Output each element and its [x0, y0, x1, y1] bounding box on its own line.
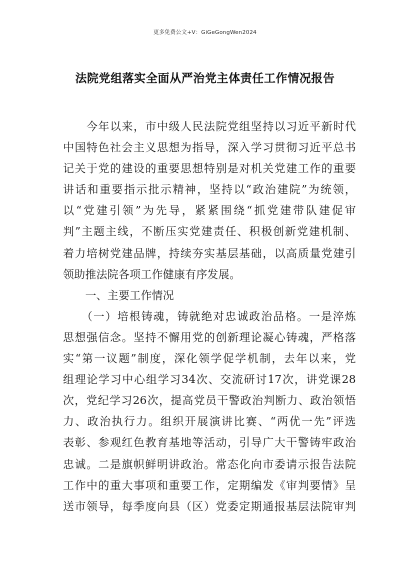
text-line: 以“党建引领”为先导，紧紧围绕“抓党建带队建促审	[63, 204, 356, 218]
text-line: 领助推法院各项工作健康有序发展。	[63, 267, 241, 281]
text-line: 中国特色社会主义思想为指导，深入学习贯彻习近平总书	[63, 141, 356, 155]
text-line: 力、政治执行力。组织开展演讲比赛、“两优一先”评选	[63, 415, 356, 429]
text-line: 讲话和重要指示批示精神，坚持以“政治建院”为统领，	[63, 183, 356, 197]
text-line: 思想强信念。坚持不懈用党的创新理论凝心铸魂，严格落	[63, 330, 356, 344]
document-title: 法院党组落实全面从严治党主体责任工作情况报告	[75, 71, 335, 85]
text-line: （一）培根铸魂，铸就绝对忠诚政治品格。一是淬炼	[63, 309, 356, 323]
text-line: 判”主题主线，不断压实党建责任、积极创新党建机制、	[63, 225, 356, 239]
text-line: 忠诚。二是旗帜鲜明讲政治。常态化向市委请示报告法院	[63, 457, 356, 471]
text-line: 表彰、参观红色教育基地等活动，引导广大干警铸牢政治	[63, 436, 356, 450]
text-line: 实“第一议题”制度，深化领学促学机制，去年以来，党	[63, 352, 356, 366]
text-line: 记关于党的建设的重要思想特别是对机关党建工作的重要	[63, 162, 356, 176]
text-line: 送市领导，每季度向县（区）党委定期通报基层法院审判	[63, 499, 356, 513]
document-body	[63, 116, 356, 517]
text-line: 今年以来，市中级人民法院党组坚持以习近平新时代	[63, 120, 356, 133]
text-line: 工作中的重大事项和重要工作，定期编发《审判要情》呈	[63, 478, 356, 492]
text-line: 次，党纪学习26次，提高党员干警政治判断力、政治领悟	[63, 394, 356, 408]
header-note: 更多免费公文+V：GiGeGongWen2024	[153, 30, 257, 36]
text-line: 着力培树党建品牌，持续夯实基层基础，以高质量党建引	[63, 246, 356, 260]
text-line: 组理论学习中心组学习34次、交流研讨17次，讲党课28	[63, 373, 356, 387]
text-line: 一、主要工作情况	[63, 288, 174, 302]
